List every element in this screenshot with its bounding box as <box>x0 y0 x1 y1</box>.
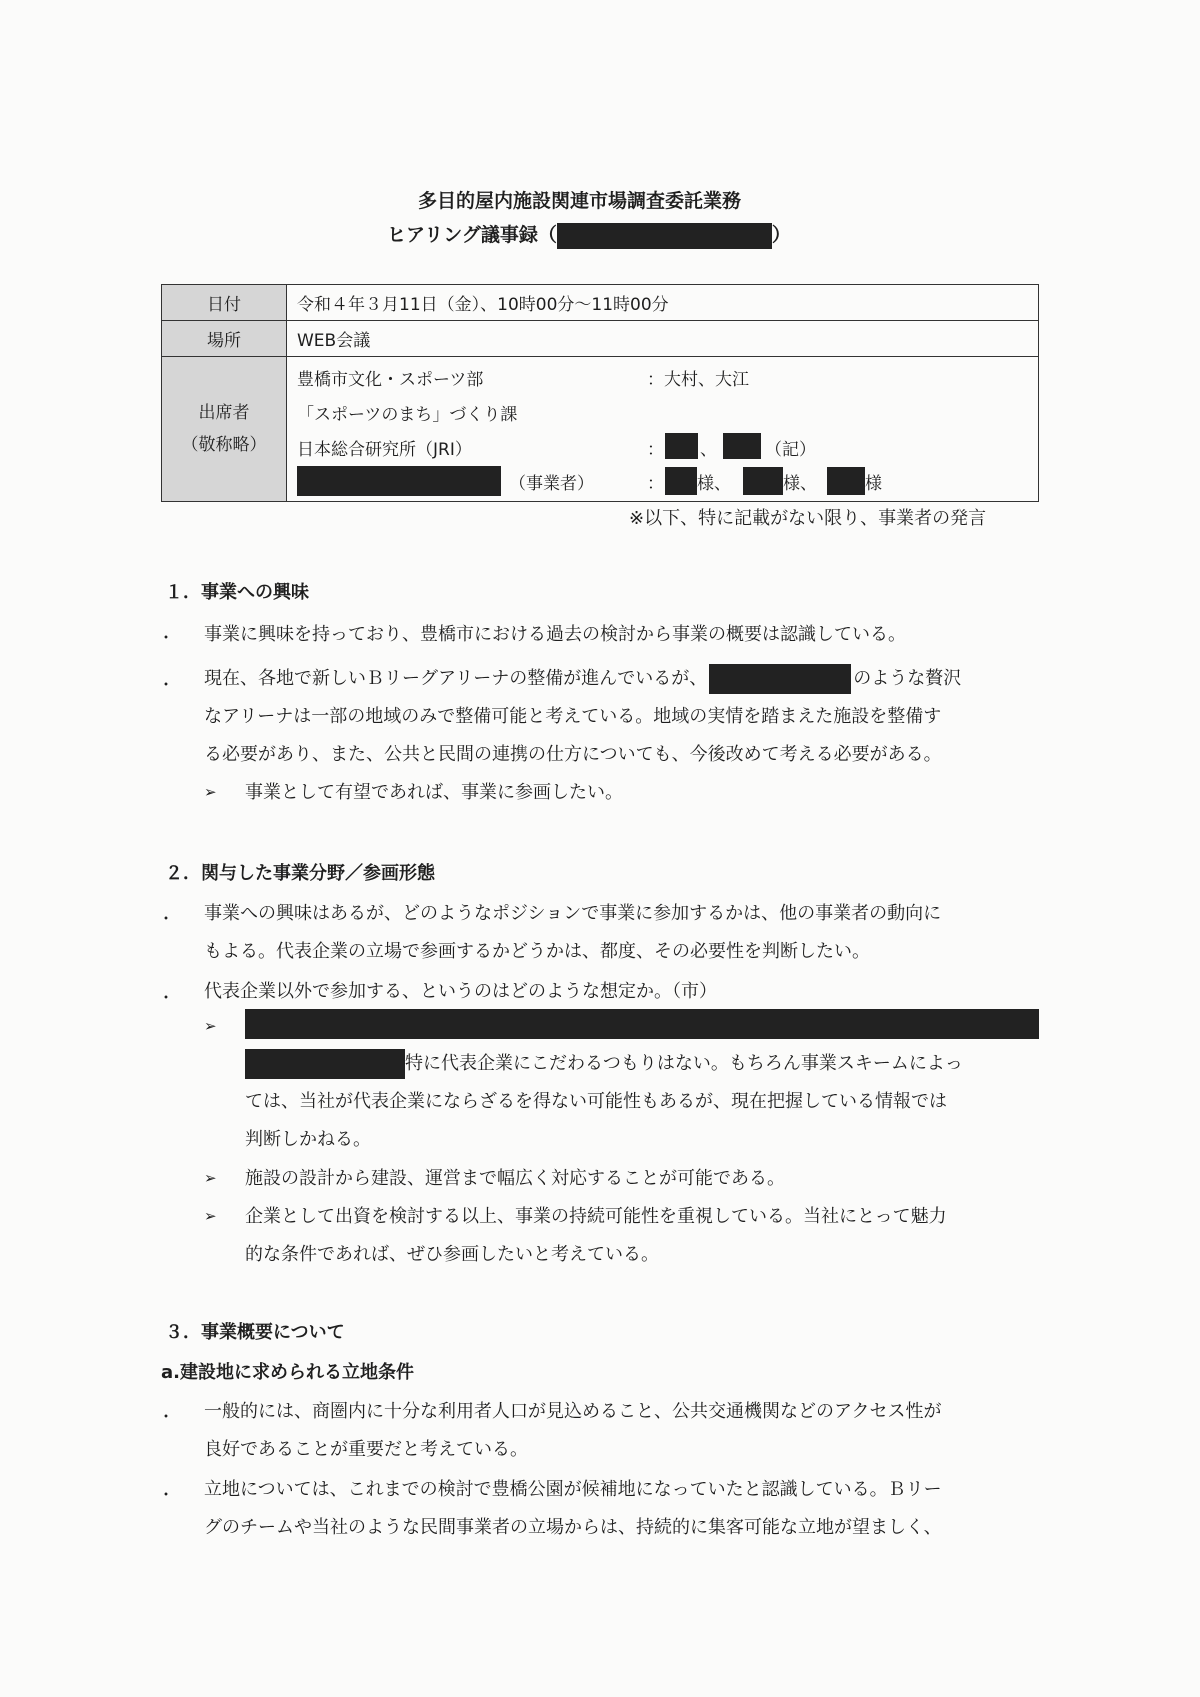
honorific-2: 様、 <box>783 474 817 494</box>
bullet: ・ <box>158 988 175 1007</box>
section-3-bullet-2-line-1: 立地については、これまでの検討で豊橋公園が候補地になっていたと認識している。Ｂリー <box>204 1479 942 1500</box>
date-label: 日付 <box>162 285 287 321</box>
bullet: ・ <box>158 909 175 928</box>
s1b2-post: のような贅沢 <box>853 668 962 689</box>
redaction <box>245 1009 1039 1039</box>
redaction <box>743 467 783 495</box>
attendees-label-2: （敬称略） <box>181 435 267 455</box>
subtitle-prefix: ヒアリング議事録（ <box>387 224 557 246</box>
bullet: ・ <box>158 1407 175 1426</box>
bullet: ・ <box>158 675 175 694</box>
attendee-org-3: 日本総合研究所（JRI） <box>297 440 472 460</box>
redaction <box>709 664 851 694</box>
section-2-bullet-1-line-1: 事業への興味はあるが、どのようなポジションで事業に参加するかは、他の事業者の動向に <box>204 903 942 924</box>
speaker-note: ※以下、特に記載がない限り、事業者の発言 <box>629 508 987 529</box>
section-2-bullet-1-line-2: もよる。代表企業の立場で参画するかどうかは、都度、その必要性を判断したい。 <box>204 941 870 962</box>
attendee-colon-3: ： <box>647 440 664 460</box>
redaction <box>245 1049 405 1079</box>
attendee-role-4: （事業者） <box>509 474 594 494</box>
redaction <box>665 467 697 495</box>
section-3-bullet-1-line-2: 良好であることが重要だと考えている。 <box>204 1439 528 1460</box>
meeting-info-table <box>161 284 1039 502</box>
redaction <box>827 467 865 495</box>
arrow-bullet: ➢ <box>204 1017 217 1035</box>
section-1-bullet-2-line-2: なアリーナは一部の地域のみで整備可能と考えている。地域の実情を踏まえた施設を整備す <box>204 706 942 727</box>
attendee-names-1: ：大村、大江 <box>647 370 749 390</box>
section-2-answer-1-line-3: ては、当社が代表企業にならざるを得ない可能性もあるが、現在把握している情報では <box>245 1091 947 1112</box>
arrow-bullet: ➢ <box>204 783 217 801</box>
attendee-org-1: 豊橋市文化・スポーツ部 <box>297 370 484 390</box>
section-1-bullet-2-line-3: る必要があり、また、公共と民間の連携の仕方についても、今後改めて考える必要がある。 <box>204 744 942 765</box>
section-2-answer-1-line-4: 判断しかねる。 <box>245 1129 371 1150</box>
section-3-bullet-2-line-2: グのチームや当社のような民間事業者の立場からは、持続的に集客可能な立地が望ましく、 <box>204 1517 942 1538</box>
attendees-label <box>162 357 287 502</box>
redaction <box>297 466 501 496</box>
section-2-answer-1-line-2 <box>245 1045 963 1083</box>
attendee-sep-3: 、 <box>700 440 717 460</box>
section-1-bullet-2-line-1 <box>204 660 961 698</box>
honorific-1: 様、 <box>697 474 731 494</box>
section-1-answer-1: 事業として有望であれば、事業に参画したい。 <box>245 782 623 803</box>
section-1-heading: １．事業への興味 <box>165 582 309 603</box>
section-3-bullet-1-line-1: 一般的には、商圏内に十分な利用者人口が見込めること、公共交通機関などのアクセス性が <box>204 1401 942 1422</box>
section-2-answer-3-line-2: 的な条件であれば、ぜひ参画したいと考えている。 <box>245 1244 659 1265</box>
attendee-note-3: （記） <box>765 440 816 460</box>
arrow-bullet: ➢ <box>204 1169 217 1187</box>
section-1-bullet-1: 事業に興味を持っており、豊橋市における過去の検討から事業の概要は認識している。 <box>204 624 906 645</box>
place-value: WEB会議 <box>287 321 1039 357</box>
section-2-answer-2: 施設の設計から建設、運営まで幅広く対応することが可能である。 <box>245 1168 785 1189</box>
redaction <box>557 223 772 249</box>
subtitle-suffix: ） <box>771 224 791 246</box>
section-3-subheading-a: a.建設地に求められる立地条件 <box>161 1362 414 1383</box>
document-title: 多目的屋内施設関連市場調査委託業務 <box>418 190 742 212</box>
bullet: ・ <box>158 1485 175 1504</box>
s1b2-pre: 現在、各地で新しいＢリーグアリーナの整備が進んでいるが、 <box>204 668 708 689</box>
section-3-heading: ３．事業概要について <box>165 1322 345 1343</box>
document-subtitle <box>387 220 791 249</box>
attendee-colon-4: ： <box>647 474 664 494</box>
arrow-bullet: ➢ <box>204 1207 217 1225</box>
date-value: 令和４年３月11日（金）、10時00分～11時00分 <box>287 285 1039 321</box>
attendees-label-1: 出席者 <box>198 403 250 423</box>
s2a1-post: 特に代表企業にこだわるつもりはない。もちろん事業スキームによっ <box>405 1053 963 1074</box>
bullet: ・ <box>158 628 175 647</box>
section-2-bullet-2: 代表企業以外で参加する、というのはどのような想定か。（市） <box>204 981 717 1002</box>
redaction <box>665 433 698 459</box>
attendees-cell <box>287 357 1039 502</box>
redaction <box>723 433 761 459</box>
place-label: 場所 <box>162 321 287 357</box>
section-2-answer-3-line-1: 企業として出資を検討する以上、事業の持続可能性を重視している。当社にとって魅力 <box>245 1206 947 1227</box>
attendee-org-2: 「スポーツのまち」づくり課 <box>297 405 518 425</box>
section-2-heading: ２．関与した事業分野／参画形態 <box>165 863 435 884</box>
honorific-3: 様 <box>865 474 882 494</box>
